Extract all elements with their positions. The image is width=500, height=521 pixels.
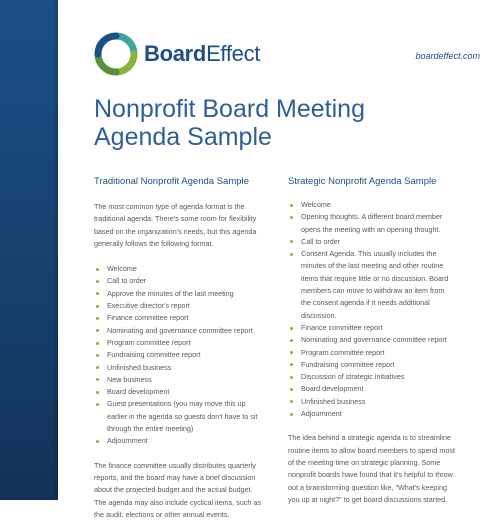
- traditional-agenda-heading: Traditional Nonprofit Agenda Sample: [94, 176, 249, 187]
- list-item: Finance committee report: [288, 322, 456, 334]
- list-item: Guest presentations (you may move this up earlier in the agenda so guests don't have to sit through the entire meeting): [94, 398, 262, 435]
- list-item: Call to order: [94, 275, 262, 287]
- brand-name-bold: Board: [144, 41, 207, 66]
- list-item: Unfinished business: [288, 396, 456, 408]
- list-item: Opening thoughts. A different board member opens the meeting with an opening thought.: [288, 211, 456, 236]
- list-item: Executive director's report: [94, 300, 262, 312]
- list-item: Welcome: [94, 263, 262, 275]
- brand-wordmark: [144, 41, 260, 67]
- strategic-agenda-outro: The idea behind a strategic agenda is to streamline routine items to allow board members to spend most of the meeting time on strategic planning. Some nonprofit boards have found that it's helpful to throw out a brainstorming question like, "What's keeping you up at night?" to get board discussions started.: [288, 433, 455, 504]
- list-item: Board development: [288, 383, 456, 395]
- list-item: Nominating and governance committee report: [94, 325, 262, 337]
- document-page: [58, 0, 500, 519]
- list-item: Welcome: [288, 199, 456, 211]
- side-accent-bar: [0, 0, 58, 500]
- traditional-agenda-outro: The finance committee usually distributes quarterly reports, and the board may have a brief discussion about the projected budget and the actual budget. The agenda may also include cyclical items, such as the audit, elections or other annual events.: [94, 460, 261, 519]
- brand-name-light: Effect: [206, 41, 261, 66]
- list-item: New business: [94, 374, 262, 386]
- page-title: [94, 95, 474, 151]
- list-item: Consent Agenda. This usually includes the minutes of the last meeting and other routine items that require little or no discussion. Board members can move to withdraw an item from the consent agenda if it needs additional discussion.: [288, 248, 456, 322]
- list-item: Adjournment: [94, 435, 262, 447]
- strategic-agenda-list: [288, 199, 456, 420]
- list-item: Unfinished business: [94, 362, 262, 374]
- page-title-line-1: Nonprofit Board Meeting: [94, 95, 365, 123]
- list-item: Program committee report: [288, 347, 456, 359]
- list-item: Fundraising committee report: [288, 359, 456, 371]
- strategic-agenda-heading: Strategic Nonprofit Agenda Sample: [288, 176, 437, 187]
- list-item: Nominating and governance committee report: [288, 334, 456, 346]
- traditional-agenda-list: [94, 263, 262, 447]
- list-item: Discussion of strategic initiatives: [288, 371, 456, 383]
- list-item: Fundraising committee report: [94, 349, 262, 361]
- list-item: Call to order: [288, 236, 456, 248]
- list-item: Board development: [94, 386, 262, 398]
- header: [94, 32, 484, 76]
- list-item: Program committee report: [94, 337, 262, 349]
- page-title-line-2: Agenda Sample: [94, 123, 272, 151]
- list-item: Finance committee report: [94, 312, 262, 324]
- website-link[interactable]: boardeffect.com: [415, 51, 480, 61]
- strategic-agenda-column: [288, 176, 456, 506]
- list-item: Adjournment: [288, 408, 456, 420]
- list-item: Approve the minutes of the last meeting: [94, 288, 262, 300]
- traditional-agenda-column: [94, 176, 262, 521]
- boardeffect-logo-icon: [94, 32, 138, 76]
- traditional-agenda-intro: The most common type of agenda format is the traditional agenda. There's some room for flexibility based on the organization's needs, but this agenda generally follows the following format.: [94, 202, 257, 248]
